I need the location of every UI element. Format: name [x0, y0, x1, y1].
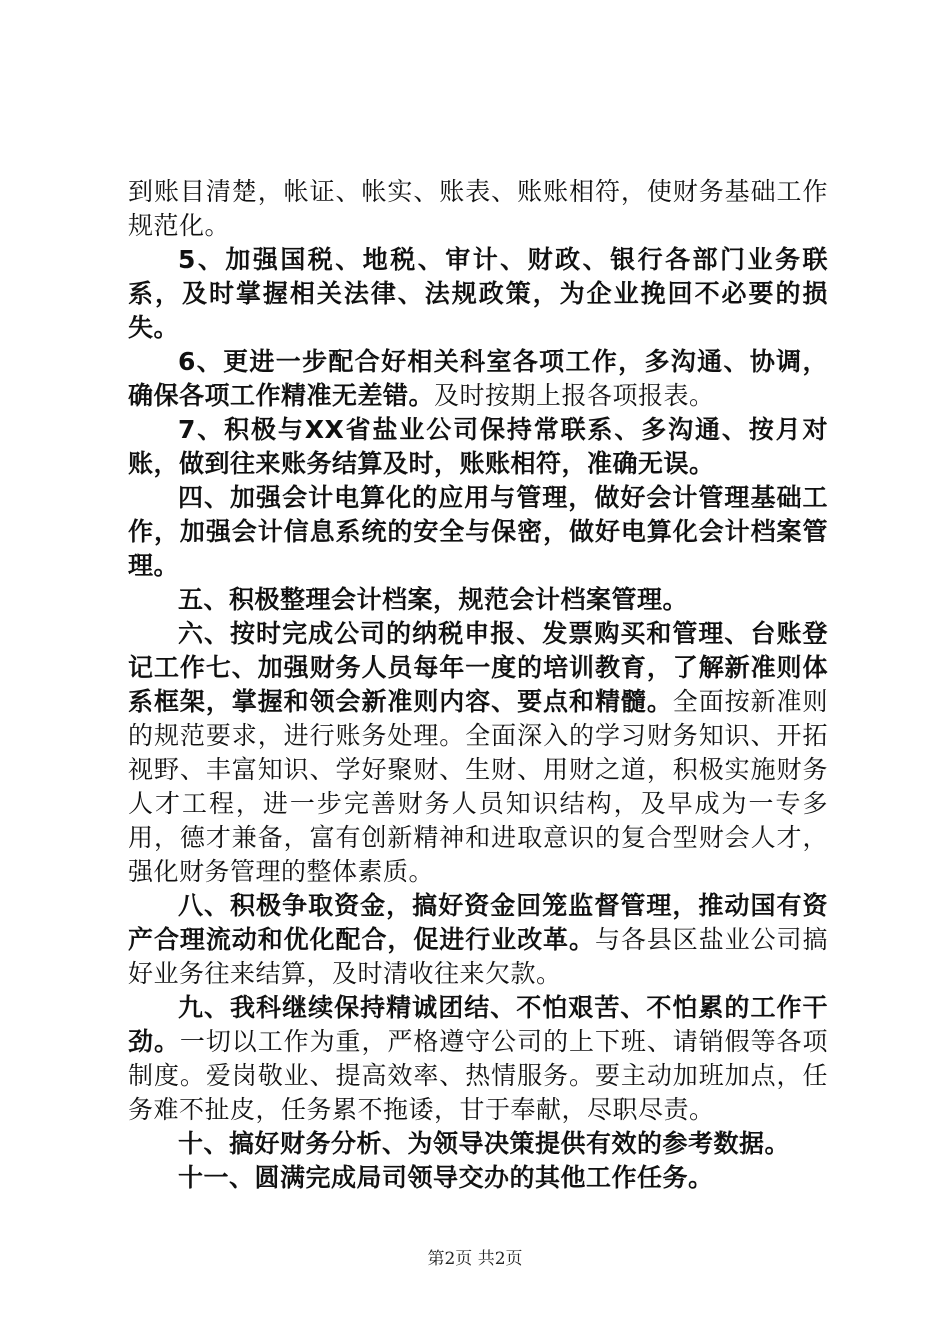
paragraph-p0 — [128, 175, 828, 243]
paragraph-text-segment: 一切以工作为重，严格遵守公司的上下班、请销假等各项制度。爱岗敬业、提高效率、热情服务。要主动加班加点，任务难不扯皮，任务累不拖诿，甘于奉献，尽职尽责。 — [128, 1027, 828, 1124]
paragraph-text-segment: 5、加强国税、地税、审计、财政、银行各部门业务联系，及时掌握相关法律、法规政策，为企业挽回不必要的损失。 — [128, 245, 828, 342]
document-body — [128, 175, 828, 1195]
paragraph-text-segment: 全面按新准则的规范要求，进行账务处理。全面深入的学习财务知识、开拓视野、丰富知识、学好聚财、生财、用财之道，积极实施财务人才工程，进一步完善财务人员知识结构，及早成为一专多用，德才兼备，富有创新精神和进取意识的复合型财会人才，强化财务管理的整体素质。 — [128, 687, 828, 886]
paragraph-p8 — [128, 991, 828, 1127]
paragraph-text-segment: 八、积极争取资金，搞好资金回笼监督管理，推动国有资产合理流动和优化配合，促进行业改革。 — [128, 891, 828, 954]
paragraph-text-segment: 6、更进一步配合好相关科室各项工作，多沟通、协调，确保各项工作精准无差错。 — [128, 347, 828, 410]
paragraph-p5 — [128, 583, 828, 617]
paragraph-p1 — [128, 243, 828, 345]
paragraph-p4 — [128, 481, 828, 583]
paragraph-p3 — [128, 413, 828, 481]
paragraph-text-segment: 九、我科继续保持精诚团结、不怕艰苦、不怕累的工作干劲。 — [128, 993, 828, 1056]
paragraph-p2 — [128, 345, 828, 413]
paragraph-text-segment: 四、加强会计电算化的应用与管理，做好会计管理基础工作，加强会计信息系统的安全与保密，做好电算化会计档案管理。 — [128, 483, 828, 580]
paragraph-text-segment: 十一、圆满完成局司领导交办的其他工作任务。 — [178, 1163, 714, 1192]
paragraph-text-segment: 及时按期上报各项报表。 — [434, 381, 715, 410]
page-number-label: 第2页 共2页 — [427, 1249, 523, 1269]
paragraph-p6 — [128, 617, 828, 889]
paragraph-p7 — [128, 889, 828, 991]
paragraph-text-segment: 7、积极与XX省盐业公司保持常联系、多沟通、按月对账，做到往来账务结算及时，账账相符，准确无误。 — [128, 415, 828, 478]
paragraph-text-segment: 五、积极整理会计档案，规范会计档案管理。 — [178, 585, 689, 614]
paragraph-text-segment: 十、搞好财务分析、为领导决策提供有效的参考数据。 — [178, 1129, 791, 1158]
paragraph-p10 — [128, 1161, 828, 1195]
paragraph-text-segment: 六、按时完成公司的纳税申报、发票购买和管理、台账登记工作七、加强财务人员每年一度的培训教育，了解新准则体系框架，掌握和领会新准则内容、要点和精髓。 — [128, 619, 828, 716]
paragraph-text-segment: 到账目清楚，帐证、帐实、账表、账账相符，使财务基础工作规范化。 — [128, 177, 828, 240]
page-footer — [0, 1244, 950, 1269]
paragraph-p9 — [128, 1127, 828, 1161]
paragraph-text-segment: 与各县区盐业公司搞好业务往来结算，及时清收往来欠款。 — [128, 925, 828, 988]
